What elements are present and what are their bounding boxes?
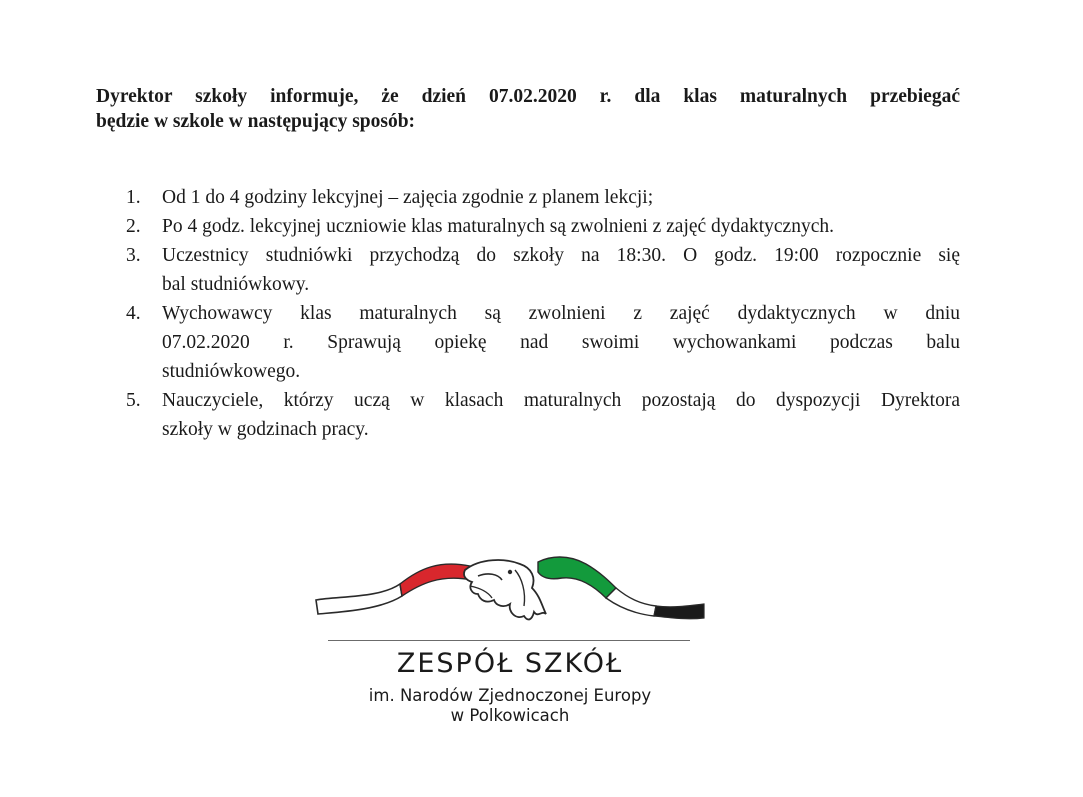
list-item-number: 4. xyxy=(126,303,141,324)
list-item-number: 2. xyxy=(126,216,141,237)
list-item xyxy=(126,212,960,241)
list-item-text xyxy=(162,241,960,299)
logo-divider xyxy=(328,640,690,641)
list-item-line: 07.02.2020 r. Sprawują opiekę nad swoimi wychowankami podczas balu xyxy=(162,332,960,353)
schedule-list xyxy=(126,183,960,444)
list-item xyxy=(126,299,960,386)
school-logo xyxy=(310,548,710,748)
list-item-number: 1. xyxy=(126,187,141,208)
list-item-line: szkoły w godzinach pracy. xyxy=(162,419,369,440)
list-item-line: Uczestnicy studniówki przychodzą do szkoły na 18:30. O godz. 19:00 rozpocznie się xyxy=(162,245,960,266)
intro-paragraph xyxy=(96,84,960,134)
logo-subtitle-line-2: w Polkowicach xyxy=(450,706,570,725)
eagle-flag-emblem-icon xyxy=(310,548,710,640)
list-item-line: studniówkowego. xyxy=(162,361,301,382)
list-item-line: bal studniówkowy. xyxy=(162,274,310,295)
list-item-line: Po 4 godz. lekcyjnej uczniowie klas maturalnych są zwolnieni z zajęć dydaktycznych. xyxy=(162,216,834,237)
intro-line-1: Dyrektor szkoły informuje, że dzień 07.02.2020 r. dla klas maturalnych przebiegać xyxy=(96,86,960,107)
intro-line-2: będzie w szkole w następujący sposób: xyxy=(96,111,416,132)
list-item-number: 3. xyxy=(126,245,141,266)
list-item xyxy=(126,386,960,444)
list-item-text xyxy=(162,212,960,241)
list-item-number: 5. xyxy=(126,390,141,411)
list-item xyxy=(126,241,960,299)
list-item-text xyxy=(162,299,960,386)
right-black-band xyxy=(654,604,704,619)
eagle-head xyxy=(464,560,546,619)
list-item-line: Od 1 do 4 godziny lekcyjnej – zajęcia zgodnie z planem lekcji; xyxy=(162,187,654,208)
left-red-band xyxy=(400,564,472,596)
logo-subtitle-line-1: im. Narodów Zjednoczonej Europy xyxy=(368,686,652,705)
list-item-line: Wychowawcy klas maturalnych są zwolnieni z zajęć dydaktycznych w dniu xyxy=(162,303,960,324)
list-item xyxy=(126,183,960,212)
right-white-band xyxy=(606,588,656,616)
right-green-band xyxy=(538,557,616,598)
list-item-line: Nauczyciele, którzy uczą w klasach maturalnych pozostają do dyspozycji Dyrektora xyxy=(162,390,960,411)
list-item-text xyxy=(162,183,960,212)
logo-title: ZESPÓŁ SZKÓŁ xyxy=(396,648,624,679)
list-item-text xyxy=(162,386,960,444)
left-white-band xyxy=(316,584,402,614)
